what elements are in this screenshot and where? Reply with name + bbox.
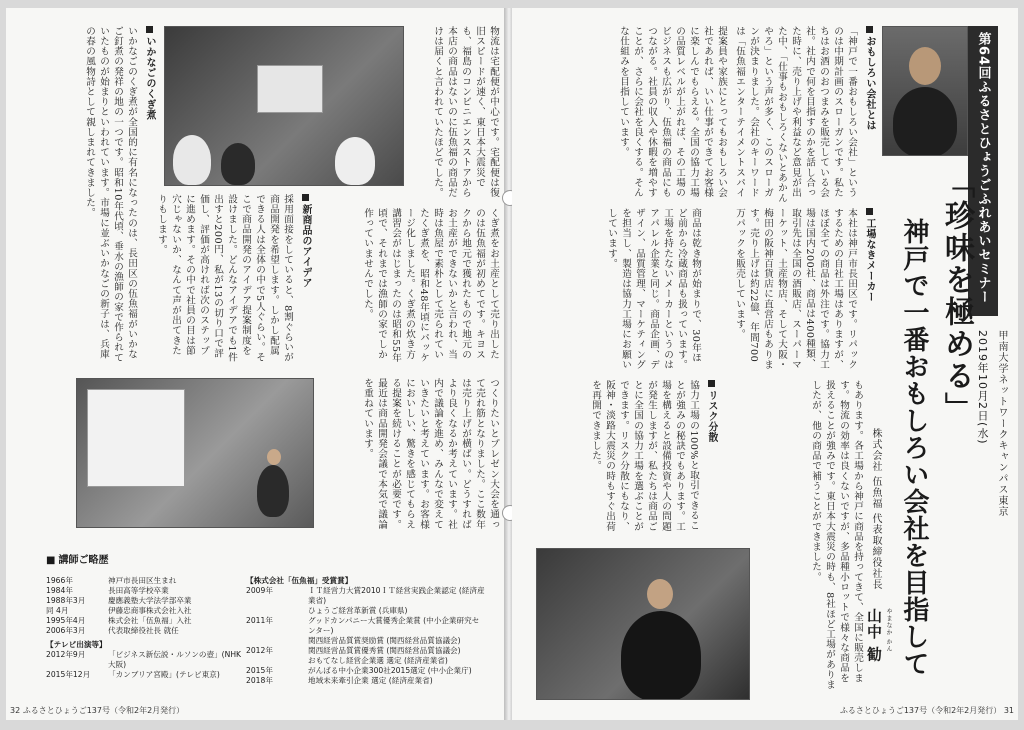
profile-row bbox=[246, 646, 486, 656]
profile-row bbox=[46, 616, 246, 626]
award-heading: 【株式会社「伍魚福」受賞賞】 bbox=[246, 576, 353, 585]
speaker-head bbox=[647, 579, 673, 609]
column-factoryless bbox=[708, 208, 876, 372]
profile-year: 1995年4月 bbox=[46, 616, 86, 625]
column-products bbox=[518, 208, 702, 372]
audience-silhouette bbox=[173, 135, 211, 185]
column-kugini-souvenir bbox=[324, 208, 500, 368]
award-list bbox=[246, 586, 486, 686]
profile-row bbox=[246, 606, 486, 616]
column-risk bbox=[518, 380, 718, 540]
column-logistics bbox=[410, 26, 500, 201]
profile-year: 2012年 bbox=[246, 646, 273, 655]
profile-row bbox=[46, 586, 246, 596]
speaker-portrait bbox=[882, 26, 968, 156]
profile-year bbox=[246, 636, 302, 646]
profile-row bbox=[246, 676, 486, 686]
speaker-profile bbox=[46, 556, 486, 706]
profile-row bbox=[246, 586, 486, 606]
speaker-silhouette bbox=[257, 465, 289, 517]
profile-text: 関西経営品質賞優秀賞 (関西経営品質協議会) bbox=[308, 646, 461, 655]
column-omoshiroi bbox=[734, 26, 876, 206]
profile-text: 地域未来牽引企業 選定 (経済産業省) bbox=[308, 676, 433, 685]
profile-row bbox=[246, 616, 486, 636]
body-text: 協力工場の100%と取引できることが強みの秘訣でもあります。工場を構えると設備投資や人の問題が発生しますが、私たちは商品ごとに全国の協力工場を選ぶことができます。リスク分散にもなり、阪神・淡路大震災の時もすぐ出荷を再開できました。 bbox=[590, 380, 699, 532]
profile-year: 2006年3月 bbox=[46, 626, 86, 635]
body-text: 「神戸で一番おもしろい会社」というのは中期計画のスローガンです。私たちはお酒のおつまみを販売している会社。社内で何を目指すのかを話し合った時に、売り上げや利益など意見が出た中、「仕事もおもしろくないとあかんやろ」という声が多く、このスローガンが決まりました。会社のキーワードは「伍魚福エンターテイメントスパイ bbox=[734, 26, 857, 203]
audience-silhouette bbox=[335, 137, 375, 185]
profile-text: ＩＴ経営力大賞2010ＩＴ経営実践企業認定 (経済産業省) bbox=[308, 586, 485, 605]
body-text: いかなごのくぎ煮が全国的に有名になったのは、長田区の伍魚福がいかなご釘煮の発祥の地の一つです。昭和10年代頃、垂水の漁師の家で作られていたものが始まりといわれています。市場に並ぶいかなごの新子は、兵庫の春の風物詩として親しまれてきました。 bbox=[84, 26, 137, 363]
speaker-name: 山中 勧 bbox=[865, 608, 883, 663]
profile-row bbox=[46, 596, 246, 606]
profile-year: 同 4月 bbox=[46, 606, 69, 615]
column-spiral bbox=[518, 26, 728, 206]
body-text: 商品は乾き物が始まりで、30年ほど前から冷蔵商品も扱っています。工場を持たないメーカーというのはアパレル企業と同じ。商品企画、デザイン、品質管理、マーケティングを担当し、製造は協力工場にお願いしています。 bbox=[606, 208, 701, 370]
profile-year: 2012年9月 bbox=[46, 650, 86, 659]
profile-row bbox=[46, 670, 246, 680]
section-heading: いかなごのくぎ煮 bbox=[142, 26, 156, 366]
profile-text: ひょうご経営革新賞 (兵庫県) bbox=[308, 606, 408, 615]
speaker-reading: やまなか かん bbox=[885, 608, 892, 653]
profile-row bbox=[46, 650, 246, 670]
tv-list bbox=[46, 650, 246, 680]
profile-year bbox=[246, 606, 302, 616]
right-page bbox=[512, 8, 1018, 720]
speaker-head bbox=[267, 449, 281, 465]
seminar-date: 2019年10月2日(水) bbox=[976, 330, 989, 445]
speaker-company: 株式会社 伍魚福 代表取締役社長 bbox=[870, 428, 881, 591]
section-heading: リスク分散 bbox=[704, 380, 718, 540]
body-text: 提案員や家族にとってもおもしろい会社であれば、いい仕事ができてお客様に楽しんでもらえる。全国の協力工場の品質レベルが上がれば、その工場のビジネスも広がり、伍魚福の商品にもつながる。社員の収入や休暇を増やすことが、さらに会社を良くする。そんな仕組みを目指しています。 bbox=[618, 26, 727, 198]
body-text: つくりたいとプレゼン大会を通って売れ筋となりました。ここ数年は売り上げが横ばい。どうすればより良くなるか考えています。社内で議論を進め、みんなで変えていきたいと考えています。お客様においしい、驚きを感じてもらえる提案を続けることが必要です。最近は商品開発会議で本気で議論を重ねています。 bbox=[362, 378, 499, 530]
profile-text: 伊藤忠商事株式会社入社 bbox=[108, 606, 192, 615]
profile-year: 2018年 bbox=[246, 676, 273, 685]
profile-year: 2009年 bbox=[246, 586, 273, 595]
profile-text: 神戸市長田区生まれ bbox=[108, 576, 177, 585]
seminar-venue: 甲南大学ネットワークキャンパス東京 bbox=[996, 330, 1007, 517]
section-heading: 新商品のアイデア bbox=[298, 194, 312, 364]
body-text: もあります。各工場から神戸に商品を持ってきて、全国に販売します。物流の効率は良くないですが、多品種小ロットで様々な商品を扱えることが強みです。東日本大震災の時も、8社ほど工場がありましたが、他の商品で補うことができました。 bbox=[810, 380, 863, 690]
profile-row bbox=[246, 666, 486, 676]
profile-row bbox=[246, 656, 486, 666]
section-heading: おもしろい会社とは bbox=[862, 26, 876, 206]
projection-screen bbox=[87, 389, 185, 487]
profile-year: 1966年 bbox=[46, 576, 73, 585]
profile-text: 「ビジネス新伝説・ルソンの壺」(NHK大阪) bbox=[108, 650, 242, 669]
profile-text: 「カンブリア宮殿」(テレビ東京) bbox=[108, 670, 220, 679]
profile-row bbox=[46, 576, 246, 586]
profile-text: がんばる中小企業300社2015選定 (中小企業庁) bbox=[308, 666, 472, 675]
tv-heading: 【テレビ出演等】 bbox=[46, 640, 107, 649]
audience-silhouette bbox=[221, 143, 255, 185]
speaker-presentation-photo bbox=[76, 378, 314, 528]
left-page bbox=[6, 8, 506, 720]
history-list bbox=[46, 576, 246, 636]
speaker-body bbox=[621, 611, 701, 700]
projection-screen bbox=[257, 65, 323, 113]
body-text: 採用面接をしていると、8割ぐらいが商品開発を希望します。しかし配属できる人は全体の中で5人ぐらい。そこで商品開発のアイデア提案制度を設けました。どんなアイデアでも1件出すと200円、私が13の切り口で評価し、評価が高ければ次のステップに進めます。その中で社員の目は節穴じゃないか、なんて声が出てきたりもします。 bbox=[156, 194, 293, 363]
series-label: 第64回ふるさとひょうごふれあいセミナー bbox=[968, 26, 998, 316]
column-new-product-ideas bbox=[156, 194, 312, 364]
speaker-body bbox=[893, 87, 957, 156]
profile-year: 1988年3月 bbox=[46, 596, 86, 605]
speaker-microphone-photo bbox=[536, 548, 750, 700]
profile-text: 慶應義塾大学法学部卒業 bbox=[108, 596, 192, 605]
profile-year: 2015年12月 bbox=[46, 670, 91, 679]
profile-year bbox=[246, 656, 302, 666]
profile-row bbox=[46, 606, 246, 616]
left-footer: 32 ふるさとひょうご137号（令和2年2月発行） bbox=[10, 706, 185, 715]
right-footer: ふるさとひょうご137号（令和2年2月発行） 31 bbox=[839, 706, 1014, 715]
profile-year: 2011年 bbox=[246, 616, 273, 625]
section-heading: 工場なきメーカー bbox=[862, 208, 876, 372]
body-text: 物流は宅配便が中心です。宅配便は復旧スピードが速く、東日本大震災でも、福島のコンビニエンスストアから本店の商品はないのに伍魚福の商品だけは届くと言われていたほどでした。 bbox=[432, 26, 499, 198]
body-text: くぎ煮をお土産として売り出したのは伍魚福が初めてです。キヨスクから地元で獲れたもので地元のお土産ができないかと言われ、当時は魚屋で素朴として売られていたくぎ煮を、昭和48年頃にパッケージ化しました。くぎ煮の炊き方講習会がはじまったのは昭和55年頃で、それまでは漁師の家でしか作っていませんでした。 bbox=[362, 208, 499, 363]
profile-year: 2015年 bbox=[246, 666, 273, 675]
profile-row bbox=[46, 626, 246, 636]
seminar-audience-photo bbox=[164, 26, 404, 186]
profile-text: 長田高等学校卒業 bbox=[108, 586, 169, 595]
body-text: 本社は神戸市長田区です。リパックするための自社工場はありますが、ほぼ全ての商品は外注です。協力工場は国内200社、商品は400種類、取引先は全国の酒販店、スーパーマーケット、土産物店、そして大阪・梅田の阪神百貨店に直営店もあります。売り上げは約22億、年間700万パックを販売しています。 bbox=[734, 208, 857, 370]
title-main: 「珍味を極める」 bbox=[939, 168, 974, 424]
title-sub: 神戸で一番おもしろい会社を目指して bbox=[899, 218, 929, 677]
profile-text: 株式会社「伍魚福」入社 bbox=[108, 616, 192, 625]
profile-text: グッドカンパニー大賞優秀企業賞 (中小企業研究センター) bbox=[308, 616, 480, 635]
profile-text: 代表取締役社長 就任 bbox=[108, 626, 179, 635]
speaker-head bbox=[909, 47, 941, 85]
column-ikanago bbox=[16, 26, 156, 366]
column-presentation bbox=[326, 378, 500, 538]
profile-text: 関西経営品質賞奨励賞 (関西経営品質協議会) bbox=[308, 636, 461, 645]
profile-text: おもてなし経営企業選 選定 (経済産業省) bbox=[308, 656, 448, 665]
profile-row bbox=[246, 636, 486, 646]
profile-heading: ■ 講師ご略歴 bbox=[46, 556, 486, 566]
profile-year: 1984年 bbox=[46, 586, 73, 595]
